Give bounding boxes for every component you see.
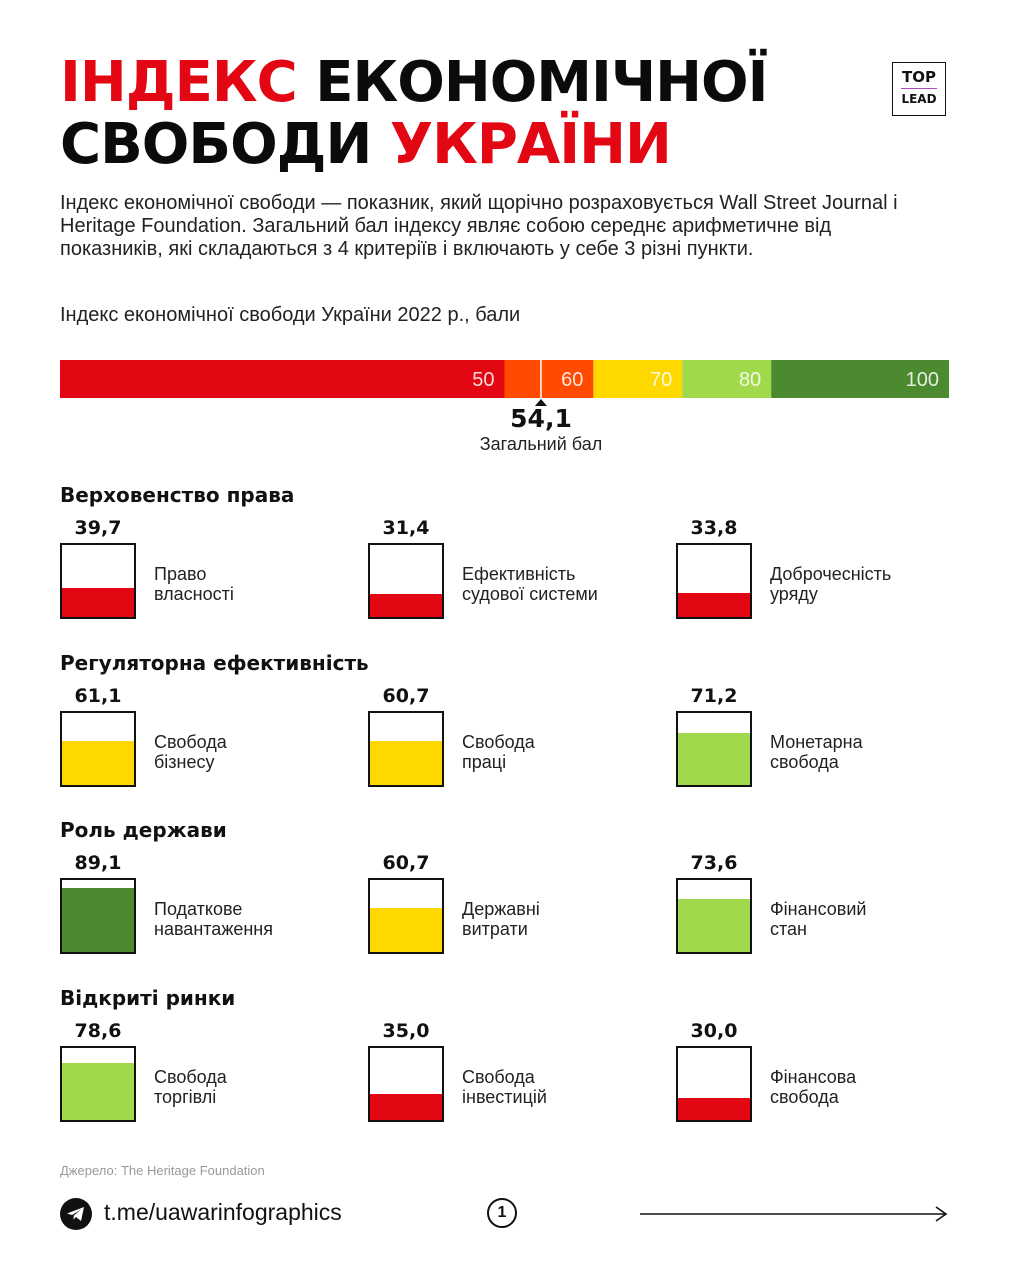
indicator-item bbox=[676, 517, 976, 617]
indicator-fill bbox=[370, 908, 442, 952]
category-title: Верховенство права bbox=[60, 483, 295, 507]
indicator-label: Монетарна свобода bbox=[770, 731, 863, 772]
indicator-value: 71,2 bbox=[690, 684, 738, 707]
indicator-item bbox=[368, 685, 668, 785]
title-word-index: ІНДЕКС bbox=[60, 50, 297, 115]
indicator-label: Доброчесність уряду bbox=[770, 564, 892, 604]
indicator-item bbox=[60, 517, 360, 617]
indicator-value: 73,6 bbox=[690, 852, 738, 874]
logo-top-text: TOP bbox=[902, 68, 936, 86]
indicator-gauge bbox=[60, 711, 136, 787]
indicator-value: 78,6 bbox=[74, 1019, 122, 1042]
indicator-label: Державні витрати bbox=[462, 899, 540, 939]
telegram-link[interactable]: t.me/uawarinfographics bbox=[104, 1199, 342, 1225]
indicator-value: 30,0 bbox=[690, 1019, 738, 1042]
title-word-ukraine: УКРАЇНИ bbox=[389, 112, 671, 177]
page-title bbox=[60, 52, 767, 176]
indicator-item bbox=[60, 852, 360, 952]
indicator-item bbox=[368, 517, 668, 617]
indicator-item bbox=[676, 685, 976, 785]
indicator-gauge bbox=[60, 878, 136, 954]
indicator-gauge bbox=[676, 878, 752, 954]
indicator-gauge bbox=[368, 711, 444, 787]
indicator-label: Податкове навантаження bbox=[154, 899, 273, 939]
scale-tick-label: 70 bbox=[650, 369, 673, 391]
indicator-item bbox=[60, 1020, 360, 1120]
intro-text: Індекс економічної свободи — показник, який щорічно розраховується Wall Street Journal і Heritage Foundation. Загальний бал індексу являє собою середнє арифметичне від показників, які складаються з 4 критеріїв і включають у себе 3 різні пункти. bbox=[60, 192, 898, 260]
scale-segment-50 bbox=[60, 360, 505, 398]
indicator-gauge bbox=[368, 878, 444, 954]
indicator-label: Свобода праці bbox=[462, 731, 535, 772]
indicator-fill bbox=[62, 1063, 134, 1120]
indicator-value: 60,7 bbox=[382, 684, 430, 707]
indicator-value: 33,8 bbox=[690, 517, 738, 539]
indicator-fill bbox=[370, 594, 442, 617]
logo-bottom-text: LEAD bbox=[901, 92, 937, 106]
arrow-right-icon[interactable] bbox=[640, 1204, 950, 1224]
category-title: Роль держави bbox=[60, 818, 227, 842]
indicator-gauge bbox=[676, 711, 752, 787]
indicator-gauge bbox=[676, 1046, 752, 1122]
indicator-fill bbox=[370, 1094, 442, 1119]
indicator-fill bbox=[62, 888, 134, 952]
indicator-item bbox=[60, 685, 360, 785]
indicator-item bbox=[368, 1020, 668, 1120]
category-title: Відкриті ринки bbox=[60, 985, 236, 1010]
indicator-label: Фінансовий стан bbox=[770, 899, 867, 939]
indicator-gauge bbox=[676, 543, 752, 619]
indicator-label: Ефективність судової системи bbox=[462, 564, 598, 604]
toplead-logo bbox=[892, 62, 946, 116]
indicator-label: Право власності bbox=[154, 564, 234, 604]
indicator-gauge bbox=[60, 1046, 136, 1122]
indicator-value: 61,1 bbox=[74, 684, 122, 707]
category-title: Регуляторна ефективність bbox=[60, 650, 369, 675]
indicator-gauge bbox=[368, 543, 444, 619]
chart-subtitle: Індекс економічної свободи України 2022 р., бали bbox=[60, 304, 521, 326]
logo-divider bbox=[901, 88, 937, 89]
telegram-icon[interactable] bbox=[60, 1198, 92, 1230]
scale-tick-label: 50 bbox=[472, 369, 495, 391]
overall-score-value: 54,1 bbox=[510, 404, 572, 433]
indicator-item bbox=[368, 852, 668, 952]
indicator-value: 35,0 bbox=[382, 1019, 430, 1042]
indicator-label: Свобода бізнесу bbox=[154, 731, 227, 772]
overall-score-label: Загальний бал bbox=[479, 434, 603, 454]
indicator-label: Свобода торгівлі bbox=[154, 1066, 227, 1107]
indicator-item bbox=[676, 1020, 976, 1120]
indicator-label: Фінансова свобода bbox=[770, 1066, 857, 1107]
indicator-item bbox=[676, 852, 976, 952]
indicator-gauge bbox=[368, 1046, 444, 1122]
indicator-fill bbox=[678, 593, 750, 617]
source-note: Джерело: The Heritage Foundation bbox=[60, 1163, 265, 1178]
indicator-fill bbox=[62, 588, 134, 617]
indicator-fill bbox=[678, 1098, 750, 1120]
indicator-fill bbox=[370, 741, 442, 785]
indicator-gauge bbox=[60, 543, 136, 619]
indicator-fill bbox=[678, 733, 750, 784]
indicator-value: 39,7 bbox=[74, 517, 122, 539]
scale-tick-label: 60 bbox=[561, 369, 584, 391]
indicator-value: 89,1 bbox=[74, 852, 122, 874]
indicator-value: 31,4 bbox=[382, 517, 430, 539]
title-word-freedom: СВОБОДИ bbox=[60, 112, 372, 177]
title-word-economic: ЕКОНОМІЧНОЇ bbox=[315, 50, 768, 115]
scale-tick-label: 80 bbox=[738, 369, 762, 391]
indicator-label: Свобода інвестицій bbox=[462, 1066, 547, 1107]
scale-tick-label: 100 bbox=[905, 369, 939, 391]
indicator-fill bbox=[62, 741, 134, 785]
indicator-value: 60,7 bbox=[382, 852, 430, 874]
page-number: 1 bbox=[487, 1198, 517, 1228]
indicator-fill bbox=[678, 899, 750, 952]
